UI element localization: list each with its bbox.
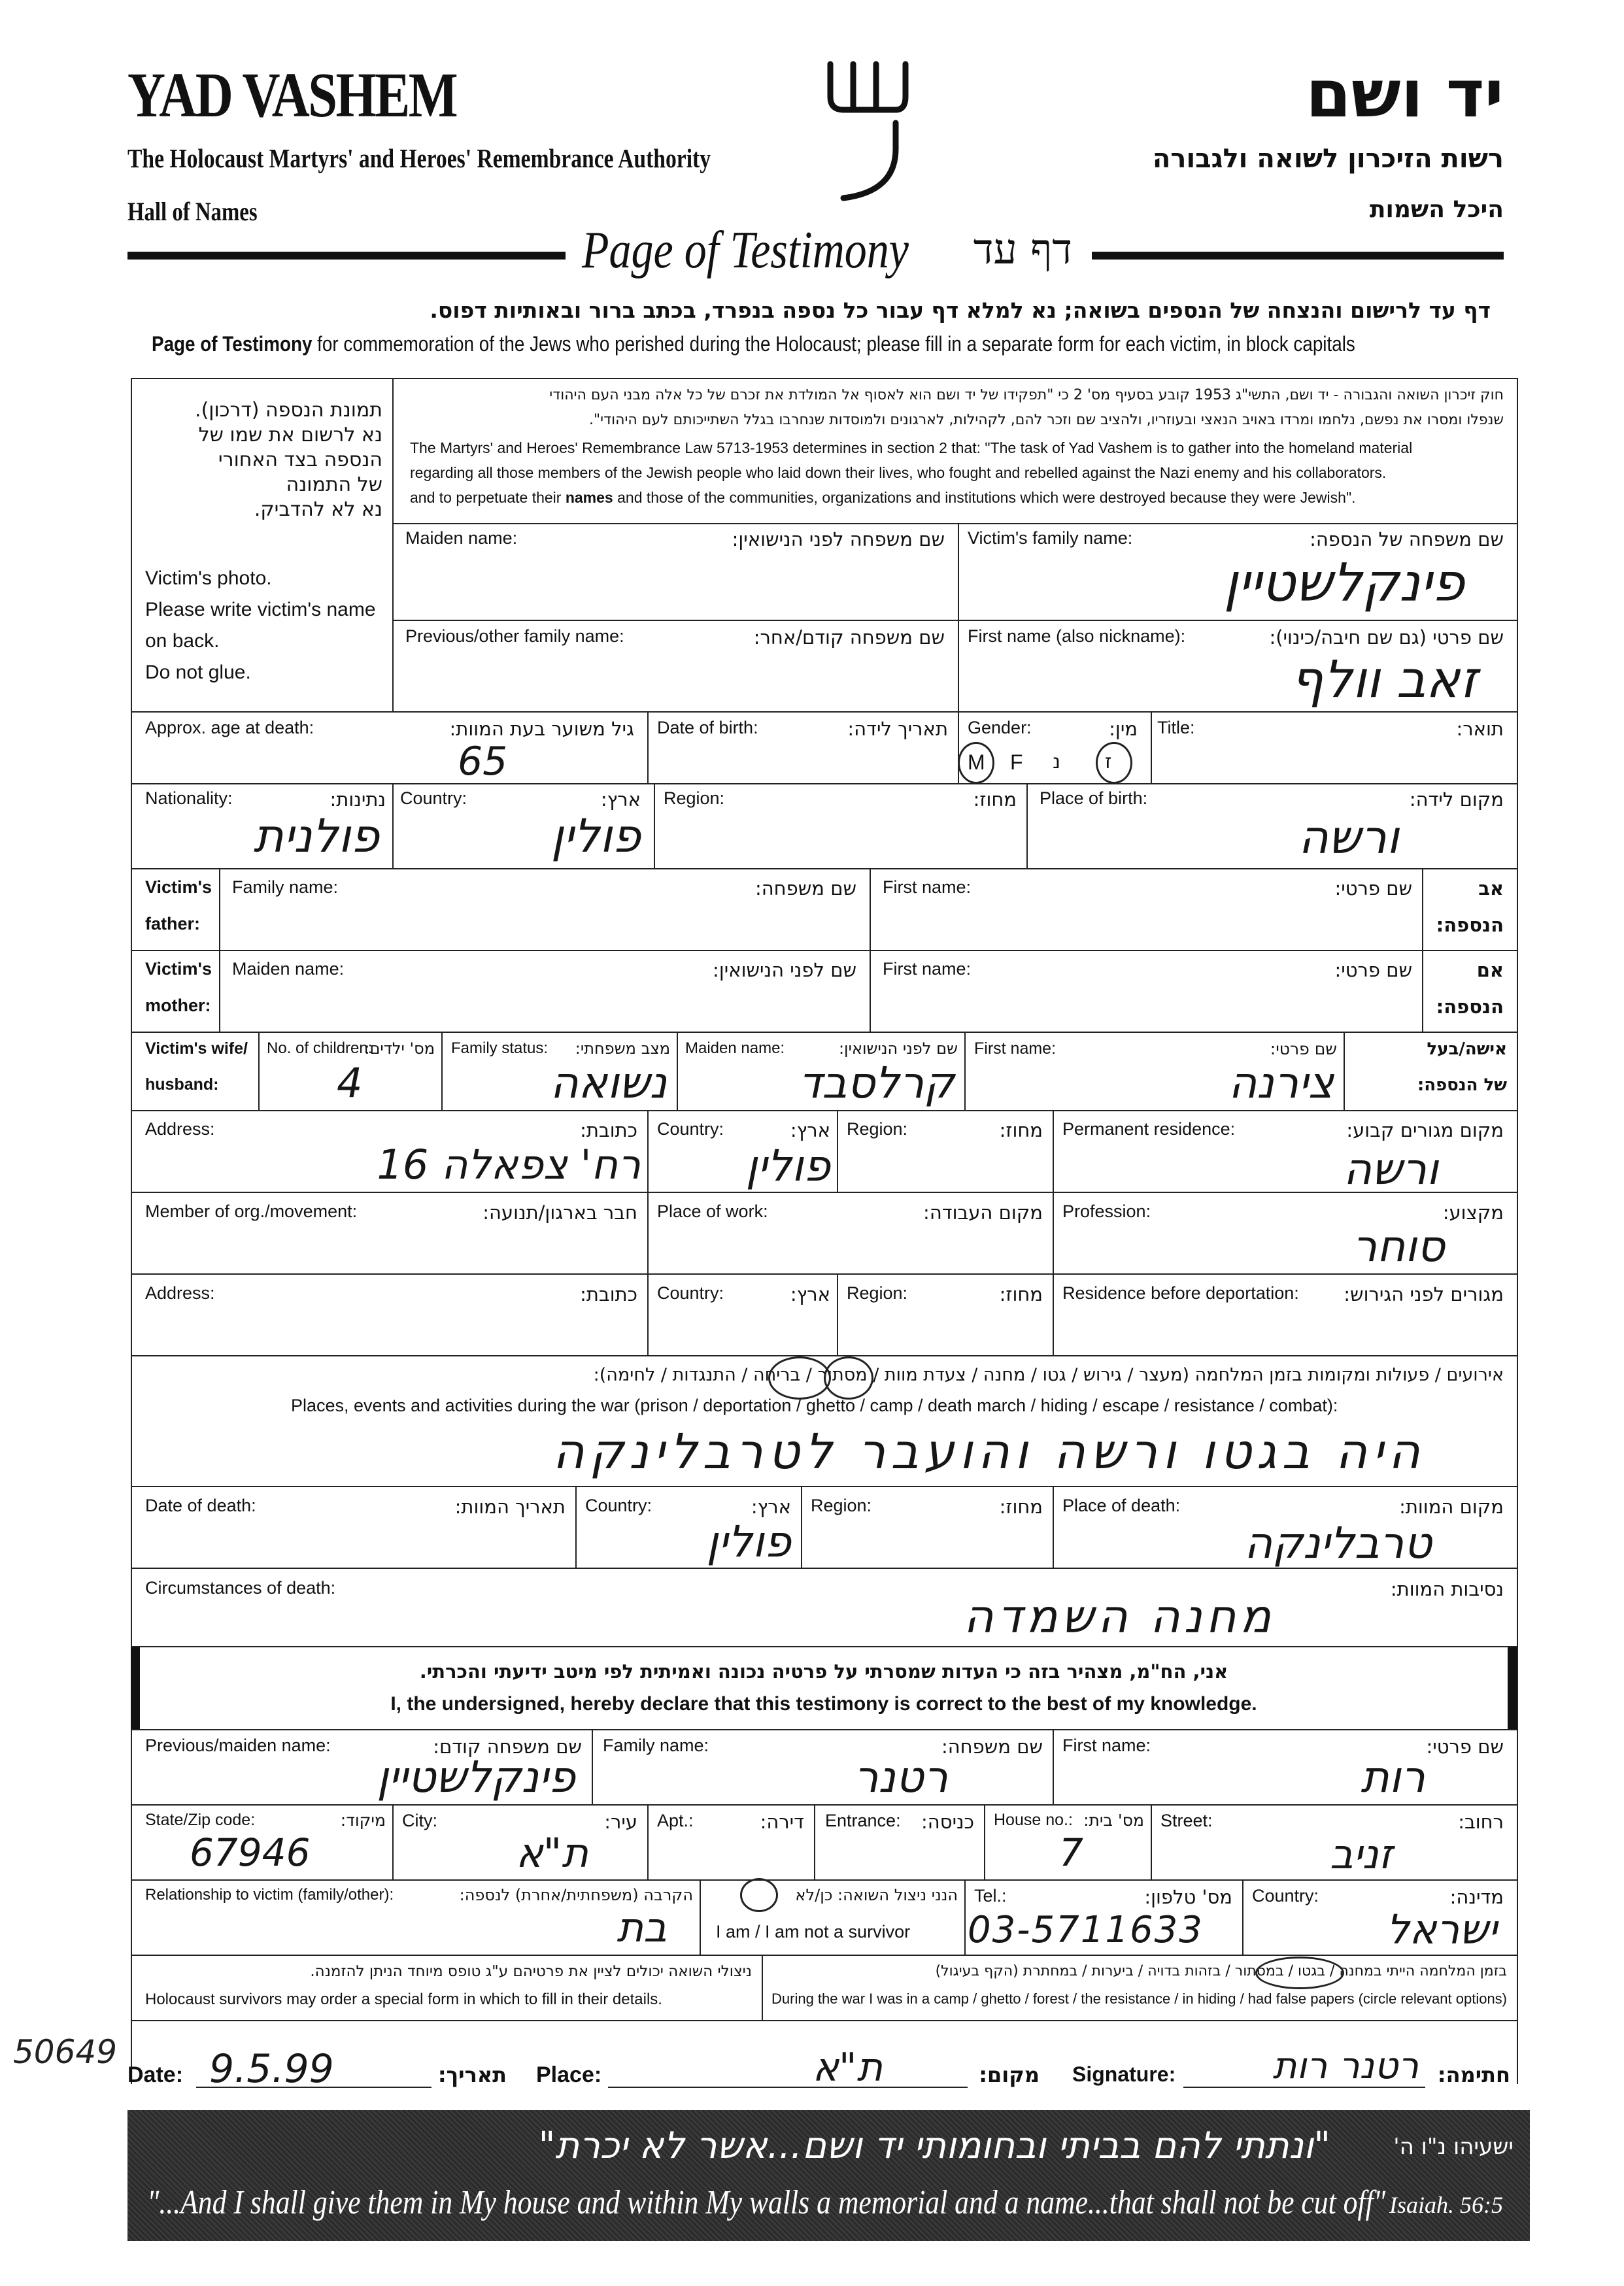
pob-label-en: Place of birth: (1040, 788, 1148, 808)
photo-he-1: תמונת הנספה (דרכון). (195, 399, 382, 422)
father-first-label-en: First name: (883, 877, 972, 897)
mother-he-2: הנספה: (1436, 996, 1504, 1018)
father-family-label-he: שם משפחה: (754, 877, 856, 899)
mother-victims-label: Victim's (145, 959, 212, 979)
nationality-label-he: נתינות: (330, 788, 386, 811)
circumstances-value[interactable]: מחנה השמדה (963, 1590, 1275, 1643)
house-label-en: House no.: (994, 1811, 1073, 1829)
circ-label-he: נסיבות המוות: (1390, 1578, 1504, 1600)
mother-first-label-en: First name: (883, 959, 972, 979)
wife-label-en-1: Victim's wife/ (145, 1039, 248, 1058)
mother-maiden-label-en: Maiden name: (232, 959, 345, 979)
wife-maiden-label-en: Maiden name: (685, 1039, 785, 1057)
wife-first-label-en: First name: (974, 1039, 1057, 1058)
date-label-en: Date: (127, 2062, 184, 2087)
authority-en: The Holocaust Martyrs' and Heroes' Remembrance Authority (127, 143, 711, 173)
org-name-he: יד ושם (1306, 56, 1504, 132)
relationship-label-en: Relationship to victim (family/other): (145, 1886, 394, 1904)
children-label-he: מס' ילדים: (364, 1039, 435, 1058)
photo-en-3: on back. (145, 630, 220, 652)
country-label-en: Country: (400, 788, 467, 808)
address-country-value[interactable]: פולין (745, 1141, 830, 1191)
margin-number: 50649 (13, 2033, 118, 2071)
photo-en-4: Do not glue. (145, 662, 251, 683)
place-label-he: מקום: (979, 2062, 1040, 2087)
first-name-nick-label-en: First name (also nickname): (968, 626, 1186, 646)
page-title-en: Page of Testimony (582, 222, 909, 279)
instructions-en-bold: Page of Testimony (152, 332, 313, 356)
address-value[interactable]: רח' צפאלה 16 (377, 1141, 641, 1188)
instructions-he: דף עד לרישום והנצחה של הנספים בשואה; נא למלא דף עבור כל נספה בנפרד, בכתב ברור ובאותיות דפוס. (430, 297, 1491, 323)
address-label-en: Address: (145, 1119, 215, 1139)
law-en-3b: names (565, 489, 613, 506)
street-label-en: Street: (1160, 1811, 1213, 1830)
place-label-en: Place: (536, 2062, 602, 2087)
date-label-he: תאריך: (437, 2062, 507, 2087)
wife-he-2: של הנספה: (1417, 1075, 1507, 1095)
member-label-he: חבר בארגון/תנועה: (482, 1202, 637, 1224)
relationship-label-he: הקרבה (משפחתית/אחרת) לנספה: (459, 1886, 693, 1904)
dod-label-he: תאריך המוות: (454, 1496, 566, 1518)
law-en-3a: and to perpetuate their (410, 489, 566, 506)
mother-maiden-label-he: שם לפני הנישואין: (713, 959, 856, 981)
verse-ref-en: Isaiah. 56:5 (1389, 2192, 1503, 2218)
address2-region-label-en: Region: (847, 1283, 908, 1303)
zip-label-he: מיקוד: (340, 1811, 386, 1830)
sub-country-value[interactable]: ישראל (1386, 1906, 1497, 1953)
profession-value[interactable]: סוחר (1352, 1221, 1445, 1271)
victim-family-label-he: שם משפחה של הנספה: (1310, 528, 1504, 550)
circ-label-en: Circumstances of death: (145, 1578, 336, 1598)
relationship-value[interactable]: בת (617, 1904, 667, 1951)
country-value[interactable]: פולין (550, 809, 641, 863)
nationality-label-en: Nationality: (145, 788, 233, 808)
death-country-label-he: ארץ: (751, 1496, 791, 1518)
mother-he-1: אם (1476, 959, 1504, 981)
prev-maiden-label-en: Previous/maiden name: (145, 1736, 331, 1755)
age-value[interactable]: 65 (458, 739, 508, 784)
events-label-he: אירועים / פעולות ומקומות בזמן המלחמה (מעצר / גירוש / גטו / מחנה / צעדת מוות / מסתור / בריחה / התנגדות / לחימה): (593, 1365, 1504, 1385)
sub-family-label-en: Family name: (603, 1736, 709, 1755)
res-before-label-he: מגורים לפני הגירוש: (1344, 1283, 1504, 1305)
house-no-value[interactable]: 7 (1059, 1830, 1083, 1875)
pob-label-he: מקום לידה: (1409, 788, 1504, 811)
maiden-label-he: שם משפחה לפני הנישואין: (732, 528, 945, 550)
submitter-prev-name-value[interactable]: פינקלשטיין (377, 1752, 575, 1802)
age-label-he: גיל משוער בעת המוות: (449, 718, 634, 740)
events-ghetto-circle (824, 1356, 873, 1400)
city-value[interactable]: ת"א (516, 1829, 588, 1877)
org-name-en: YAD VASHEM (127, 60, 457, 131)
survivor-form-en: Holocaust survivors may order a special form in which to fill in their details. (145, 1991, 662, 2008)
footer-banner (127, 2110, 1530, 2241)
place-value[interactable]: ת"א (812, 2045, 883, 2091)
entrance-label-he: כניסה: (921, 1811, 974, 1833)
region-label-en: Region: (664, 788, 725, 808)
apt-label-he: דירה: (760, 1811, 804, 1833)
family-status-value[interactable]: נשואה (550, 1058, 667, 1108)
gender-f-option[interactable]: F (1010, 750, 1023, 774)
address-label-he: כתובת: (580, 1119, 637, 1141)
city-label-he: עיר: (604, 1811, 637, 1833)
law-en-1: The Martyrs' and Heroes' Remembrance Law 5713-1953 determines in section 2 that: "The task of Yad Vashem is to gather into the homeland material (410, 439, 1413, 456)
law-he-1: חוק זיכרון השואה והגבורה - יד ושם, התשי"ג 1953 קובע בסעיף מס' 2 כי "תפקידו של יד ושם הוא לאסוף אל המולדת את זכרם של כל אלה מבני העם היהודי (549, 387, 1504, 403)
title-rule-right (1092, 252, 1504, 260)
survivor-label-he: הנני ניצול השואה: כן/לא (795, 1886, 958, 1904)
wife-he-1: אישה/בעל (1427, 1039, 1507, 1059)
place-of-death-value[interactable]: טרבלינקה (1244, 1518, 1432, 1568)
father-victims-label: Victim's (145, 877, 212, 897)
yad-vashem-logo-icon (817, 51, 915, 208)
perm-res-value[interactable]: ורשה (1343, 1144, 1438, 1194)
house-label-he: מס' בית: (1083, 1811, 1144, 1830)
address2-region-label-he: מחוז: (999, 1283, 1043, 1305)
wife-maiden-value[interactable]: קרלסבד (798, 1058, 955, 1108)
instructions-en (152, 332, 1355, 356)
hall-of-names-en: Hall of Names (127, 197, 258, 226)
hall-of-names-he: היכל השמות (1369, 196, 1504, 223)
events-camp-circle (768, 1356, 831, 1400)
death-region-label-he: מחוז: (999, 1496, 1043, 1518)
gender-label-en: Gender: (968, 718, 1032, 737)
photo-he-2: נא לרשום את שמו של (198, 424, 382, 446)
sub-country-label-he: מדינה: (1449, 1886, 1504, 1908)
mother-label-en: mother: (145, 996, 211, 1015)
profession-label-he: מקצוע: (1442, 1202, 1504, 1224)
address-country-label-en: Country: (657, 1119, 724, 1139)
law-en-2: regarding all those members of the Jewish people who laid down their lives, who fought and rebelled against the Nazi enemy and his collaborators. (410, 464, 1387, 481)
survivor-label-en[interactable]: I am / I am not a survivor (716, 1922, 911, 1941)
photo-en-2: Please write victim's name (145, 599, 376, 620)
country-label-he: ארץ: (600, 788, 641, 811)
title-label-en: Title: (1157, 718, 1195, 737)
address2-label-en: Address: (145, 1283, 215, 1303)
address-region-label-he: מחוז: (999, 1119, 1043, 1141)
mother-first-label-he: שם פרטי: (1334, 959, 1412, 981)
photo-he-5: נא לא להדביק. (254, 498, 382, 521)
nationality-value[interactable]: פולנית (253, 809, 379, 863)
page-title-he: דף עד (973, 226, 1072, 274)
perm-res-label-en: Permanent residence: (1062, 1119, 1236, 1139)
instructions-en-text: for commemoration of the Jews who perished during the Holocaust; please fill in a separate form for each victim, in block capitals (312, 332, 1355, 356)
law-en-3 (410, 489, 1356, 507)
children-value[interactable]: 4 (337, 1059, 363, 1107)
during-war-en: During the war I was in a camp / ghetto / forest / the resistance / in hiding / had false papers (circle relevant options) (771, 1991, 1508, 2007)
street-value[interactable]: זניב (1330, 1830, 1393, 1878)
verse-he: "ונתתי להם בביתי ובחומותי יד ושם...אשר לא יכרת" (538, 2125, 1330, 2167)
first-name-nick-label-he: שם פרטי (גם שם חיבה/כינוי): (1269, 626, 1504, 648)
signature-label-he: חתימה: (1437, 2062, 1510, 2087)
law-en-3c: and those of the communities, organizations and institutions which were destroyed because they were Jewish". (613, 489, 1356, 506)
street-label-he: רחוב: (1458, 1811, 1504, 1833)
prev-family-label-he: שם משפחה קודם/אחר: (753, 626, 945, 648)
tel-label-he: מס' טלפון: (1144, 1886, 1232, 1908)
wife-maiden-label-he: שם לפני הנישואין: (838, 1039, 958, 1058)
wife-first-value[interactable]: צירנה (1228, 1058, 1334, 1108)
photo-he-4: של התמונה (286, 473, 382, 496)
maiden-label-en: Maiden name: (405, 528, 518, 548)
wife-label-en-2: husband: (145, 1075, 219, 1094)
prev-maiden-label-he: שם משפחה קודם: (433, 1736, 582, 1758)
profession-label-en: Profession: (1062, 1202, 1151, 1221)
signature-label-en: Signature: (1072, 2062, 1176, 2086)
submitter-first-value[interactable]: רות (1361, 1752, 1425, 1802)
tel-label-en: Tel.: (974, 1886, 1007, 1906)
region-label-he: מחוז: (973, 788, 1017, 811)
during-war-hiding-circle (1255, 1957, 1344, 1989)
member-label-en: Member of org./movement: (145, 1202, 358, 1221)
dod-label-en: Date of death: (145, 1496, 256, 1515)
address2-label-he: כתובת: (580, 1283, 637, 1305)
photo-en-1: Victim's photo. (145, 567, 272, 589)
dob-label-he: תאריך לידה: (847, 718, 948, 740)
father-he-1: אב (1478, 877, 1504, 899)
events-label-en: Places, events and activities during the war (prison / deportation / ghetto / camp / death march / hiding / escape / resistance / combat): (291, 1396, 1338, 1415)
gender-he-f-option[interactable]: נ (1053, 750, 1061, 773)
authority-he: רשות הזיכרון לשואה ולגבורה (1152, 144, 1504, 174)
pod-label-en: Place of death: (1062, 1496, 1181, 1515)
father-family-label-en: Family name: (232, 877, 339, 897)
place-of-birth-value[interactable]: ורשה (1298, 811, 1399, 864)
father-label-en: father: (145, 914, 201, 933)
signature-value[interactable]: רטנר רות (1272, 2045, 1419, 2087)
survivor-yes-circle (740, 1878, 778, 1912)
perm-res-label-he: מקום מגורים קבוע: (1346, 1119, 1504, 1141)
work-label-en: Place of work: (657, 1202, 768, 1221)
tel-value[interactable]: 03-5711633 (968, 1909, 1204, 1951)
children-label-en: No. of children: (267, 1039, 373, 1057)
declaration-en: I, the undersigned, hereby declare that this testimony is correct to the best of my knowledge. (390, 1693, 1257, 1715)
during-war-he: בזמן המלחמה הייתי במחנה / בגטו / במסתור / בזהות בדויה / ביערות / במחתרת (הקף בעיגול) (935, 1963, 1507, 1979)
work-label-he: מקום העבודה: (923, 1202, 1043, 1224)
prev-family-label-en: Previous/other family name: (405, 626, 624, 646)
victim-family-name-value[interactable]: פינקלשטיין (1223, 552, 1464, 613)
entrance-label-en: Entrance: (825, 1811, 901, 1830)
verse-ref-he: ישעיהו נ"ו ה' (1393, 2134, 1514, 2160)
gender-he-m-circle (1096, 742, 1132, 784)
date-value[interactable]: 9.5.99 (209, 2046, 334, 2092)
pod-label-he: מקום המוות: (1399, 1496, 1504, 1518)
survivor-form-he: ניצולי השואה יכולים לציין את פרטיהם ע"ג טופס מיוחד הניתן להזמנה. (310, 1963, 752, 1980)
victim-family-label-en: Victim's family name: (968, 528, 1133, 548)
gender-he-m-option[interactable]: ז (1105, 750, 1112, 773)
victim-first-name-value[interactable]: זאב וולף (1291, 650, 1478, 709)
law-he-2: שנפלו ומסרו את נפשם, נלחמו ומרדו באויב הנאצי ובעוזריו, ולהציב שם וזכר להם, לקהילות, לארגונים ולמוסדות שנחרבו בגלל השתייכותם לעם היהודי". (589, 412, 1504, 428)
death-region-label-en: Region: (811, 1496, 872, 1515)
father-first-label-he: שם פרטי: (1334, 877, 1412, 899)
res-before-label-en: Residence before deportation: (1062, 1283, 1299, 1303)
gender-m-circle (958, 742, 994, 784)
dob-label-en: Date of birth: (657, 718, 758, 737)
family-status-label-en: Family status: (451, 1039, 549, 1057)
father-he-2: הנספה: (1436, 914, 1504, 936)
address-region-label-en: Region: (847, 1119, 908, 1139)
age-label-en: Approx. age at death: (145, 718, 314, 737)
family-status-label-he: מצב משפחתי: (575, 1039, 670, 1058)
apt-label-en: Apt.: (657, 1811, 694, 1830)
sub-family-label-he: שם משפחה: (941, 1736, 1043, 1758)
events-value[interactable]: היה בגטו ורשה והועבר לטרבלינקה (552, 1424, 1425, 1480)
death-country-label-en: Country: (585, 1496, 652, 1515)
zip-value[interactable]: 67946 (190, 1830, 311, 1875)
photo-he-3: הנספה בצד האחורי (218, 448, 382, 471)
gender-label-he: מין: (1109, 718, 1138, 740)
sub-first-label-en: First name: (1062, 1736, 1151, 1755)
death-country-value[interactable]: פולין (706, 1517, 791, 1567)
verse-en: "...And I shall give them in My house and within My walls a memorial and a name...that shall not be cut off" (147, 2184, 1386, 2221)
city-label-en: City: (402, 1811, 437, 1830)
title-label-he: תואר: (1456, 718, 1504, 740)
sub-country-label-en: Country: (1252, 1886, 1319, 1906)
gender-m-option[interactable]: M (968, 750, 985, 774)
wife-first-label-he: שם פרטי: (1270, 1039, 1337, 1058)
declaration-band (131, 1647, 1517, 1729)
address2-country-label-he: ארץ: (790, 1283, 830, 1305)
title-rule-left (127, 252, 566, 260)
submitter-family-value[interactable]: רטנר (854, 1752, 948, 1802)
zip-label-en: State/Zip code: (145, 1811, 256, 1829)
address2-country-label-en: Country: (657, 1283, 724, 1303)
address-country-label-he: ארץ: (790, 1119, 830, 1141)
sub-first-label-he: שם פרטי: (1426, 1736, 1504, 1758)
declaration-he: אני, הח"מ, מצהיר בזה כי העדות שמסרתי על פרטיה נכונה ואמיתית לפי מיטב ידיעתי והכרתי. (419, 1660, 1228, 1683)
